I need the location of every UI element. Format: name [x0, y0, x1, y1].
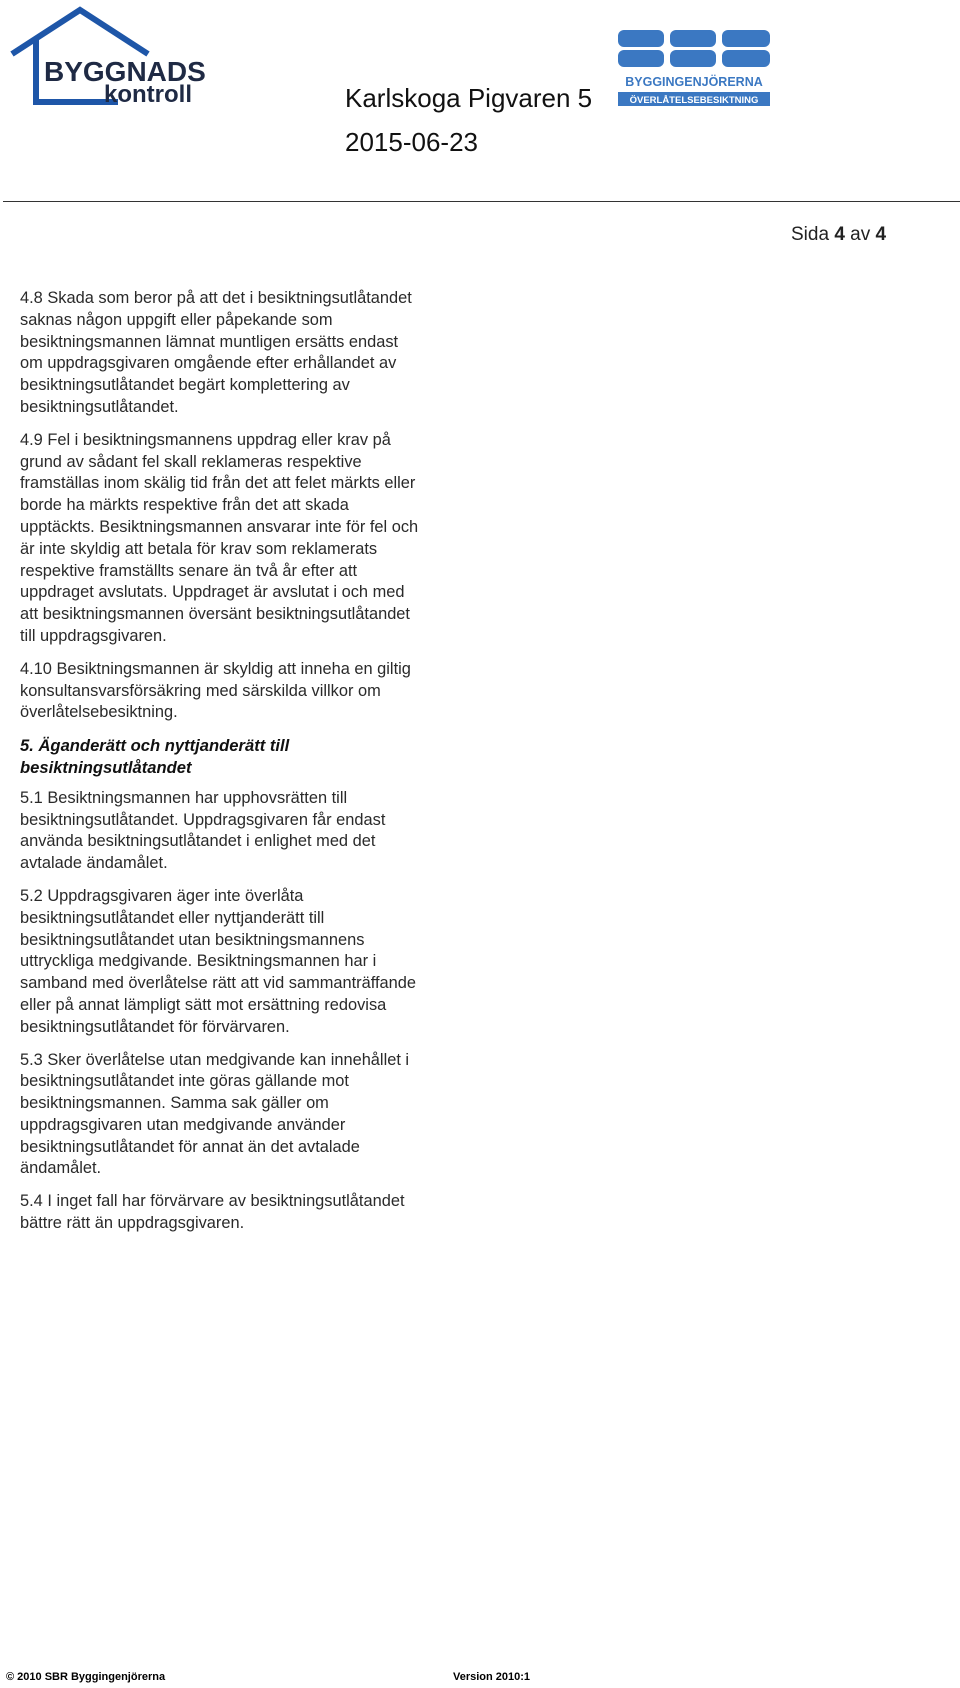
footer-version: Version 2010:1 [453, 1671, 531, 1683]
document-date: 2015-06-23 [345, 127, 478, 157]
paragraph-4-9: 4.9 Fel i besiktningsmannens uppdrag eller krav på grund av sådant fel skall reklameras respektive framställas inom skälig tid från det att felet märkts eller borde ha märkts respektive från det att skada upptäckts. Besiktningsmannen ansvarar inte för fel och är inte skyldig att betala för krav som reklamerats respektive framställts senare än två år efter att uppdraget avslutats. Uppdraget är avslutat i och med att besiktningsmannen översänt besiktningsutlåtandet till uppdragsgivaren. [20, 430, 419, 645]
page-sep: av [850, 224, 871, 245]
page-total: 4 [875, 224, 887, 245]
logo-right-line2: ÖVERLÅTELSEBESIKTNING [629, 95, 759, 106]
paragraph-4-10: 4.10 Besiktningsmannen är skyldig att inneha en giltig konsultansvarsförsäkring med särskilda villkor om överlåtelsebesiktning. [20, 659, 411, 722]
section-heading-5: 5. Äganderätt och nyttjanderätt till besiktningsutlåtandet [20, 736, 290, 777]
paragraph-5-4: 5.4 I inget fall har förvärvare av besiktningsutlåtandet bättre rätt än uppdragsgivaren. [20, 1192, 405, 1233]
page-current: 4 [834, 224, 845, 245]
document-body [20, 288, 420, 1246]
page-indicator [791, 224, 886, 246]
paragraph-5-2: 5.2 Uppdragsgivaren äger inte överlåta besiktningsutlåtandet eller nyttjanderätt till besiktningsutlåtandet utan besiktningsmannens uttryckliga medgivande. Besiktningsmannen har i samband med överlåtelse rätt att vid sammanträffande eller på annat lämpligt sätt mot ersättning redovisa besiktningsutlåtandet för förvärvaren. [20, 886, 417, 1036]
paragraph-5-3: 5.3 Sker överlåtelse utan medgivande kan innehållet i besiktningsutlåtandet inte göras gällande mot besiktningsmannen. Samma sak gäller om uppdragsgivaren utan medgivande använder besiktningsutlåtandet för annat än det avtalade ändamålet. [20, 1050, 410, 1178]
sbr-logo [616, 28, 772, 110]
paragraph-5-1: 5.1 Besiktningsmannen har upphovsrätten till besiktningsutlåtandet. Uppdragsgivaren får endast använda besiktningsutlåtandet i enlighet med det avtalade ändamålet. [20, 788, 386, 873]
byggnadskontroll-logo [8, 6, 218, 106]
logo-left-line2: kontroll [104, 81, 192, 106]
page-prefix: Sida [791, 224, 830, 245]
logo-left-line1: BYGGNADS [44, 56, 206, 87]
header-divider [3, 201, 960, 202]
logo-right-line1: BYGGINGENJÖRERNA [625, 75, 763, 89]
paragraph-4-8: 4.8 Skada som beror på att det i besiktningsutlåtandet saknas någon uppgift eller påpekande som besiktningsmannen lämnat muntligen ersätts endast om uppdragsgivaren omgående efter erhållandet av besiktningsutlåtandet begärt komplettering av besiktningsutlåtandet. [20, 289, 412, 416]
footer-copyright: © 2010 SBR Byggingenjörerna [6, 1671, 166, 1683]
document-title: Karlskoga Pigvaren 5 [345, 83, 593, 113]
page-footer [6, 1671, 956, 1687]
